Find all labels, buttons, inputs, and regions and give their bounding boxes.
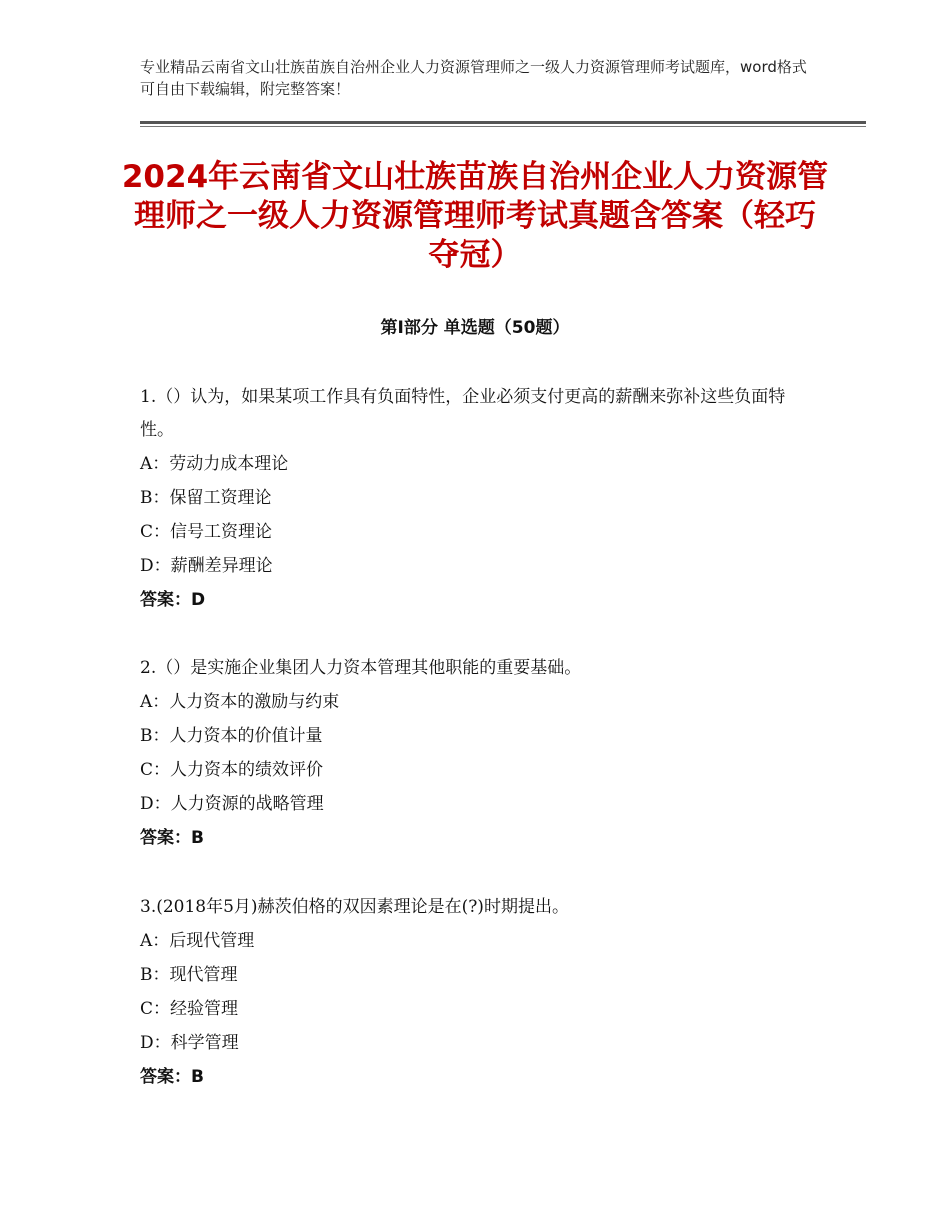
header-rule-thin	[140, 126, 866, 127]
option-c: C：经验管理	[140, 999, 239, 1019]
option-b: B：人力资本的价值计量	[140, 726, 323, 746]
option-d: D：人力资源的战略管理	[140, 794, 324, 814]
answer: 答案：B	[140, 828, 204, 848]
answer: 答案：D	[140, 590, 206, 610]
question-stem: 2.（）是实施企业集团人力资本管理其他职能的重要基础。	[140, 658, 582, 678]
option-b: B：保留工资理论	[140, 488, 272, 508]
option-c: C：信号工资理论	[140, 522, 273, 542]
document-title: 2024年云南省文山壮族苗族自治州企业人力资源管理师之一级人力资源管理师考试真题含答案（轻巧夺冠）	[121, 159, 829, 273]
answer: 答案：B	[140, 1067, 204, 1087]
option-b: B：现代管理	[140, 965, 238, 985]
question-1	[140, 381, 820, 617]
option-d: D：科学管理	[140, 1033, 239, 1053]
option-d: D：薪酬差异理论	[140, 556, 273, 576]
question-stem: 1.（）认为，如果某项工作具有负面特性，企业必须支付更高的薪酬来弥补这些负面特性。	[140, 387, 786, 440]
header-note: 专业精品云南省文山壮族苗族自治州企业人力资源管理师之一级人力资源管理师考试题库，word格式可自由下载编辑，附完整答案！	[140, 58, 807, 98]
option-c: C：人力资本的绩效评价	[140, 760, 324, 780]
question-2	[140, 652, 820, 855]
option-a: A：后现代管理	[140, 931, 255, 951]
option-a: A：人力资本的激励与约束	[140, 692, 340, 712]
section-title: 第Ⅰ部分 单选题（50题）	[380, 318, 570, 338]
question-3	[140, 891, 820, 1094]
header-rule-thick	[140, 121, 866, 124]
option-a: A：劳动力成本理论	[140, 454, 289, 474]
question-stem: 3.(2018年5月)赫茨伯格的双因素理论是在(?)时期提出。	[140, 897, 569, 917]
